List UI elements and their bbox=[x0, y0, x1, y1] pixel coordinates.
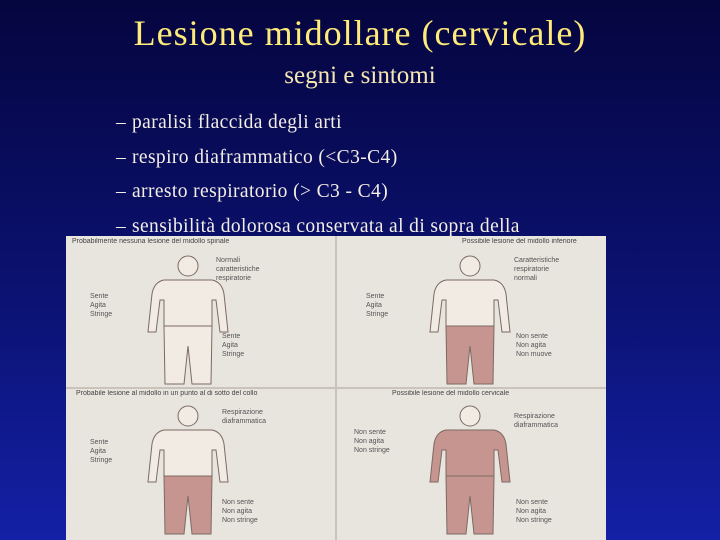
figure-head bbox=[178, 256, 198, 276]
label-line: respiratorie bbox=[216, 275, 252, 282]
legs-status-label bbox=[516, 332, 552, 359]
assessment-figure bbox=[66, 236, 606, 540]
panel-heading: Possibile lesione del midollo inferiore bbox=[462, 238, 577, 245]
legs-status-label bbox=[516, 498, 552, 525]
label-line: Agita bbox=[90, 448, 106, 455]
label-line: Agita bbox=[222, 342, 238, 349]
label-line: Normali bbox=[216, 257, 241, 264]
slide-title: Lesione midollare (cervicale) bbox=[133, 13, 587, 53]
label-line: Non agita bbox=[516, 342, 546, 349]
label-line: Agita bbox=[90, 302, 106, 309]
dash-marker: – bbox=[116, 215, 127, 237]
arms-status-label bbox=[366, 292, 388, 319]
label-line: normali bbox=[514, 275, 537, 282]
label-line: caratteristiche bbox=[216, 266, 260, 273]
figure-upper bbox=[430, 280, 510, 332]
label-line: Sente bbox=[366, 293, 385, 300]
panel-heading: Possibile lesione del midollo cervicale bbox=[392, 390, 510, 397]
panel-heading: Probabilmente nessuna lesione del midollo spinale bbox=[72, 238, 230, 245]
label-line: Sente bbox=[90, 293, 109, 300]
bullet-text: arresto respiratorio (> C3 - C4) bbox=[132, 181, 389, 202]
label-line: Respirazione bbox=[514, 413, 555, 420]
label-line: Non agita bbox=[516, 508, 546, 515]
bullet-item bbox=[116, 143, 520, 178]
label-line: Sente bbox=[90, 439, 109, 446]
figure-lower bbox=[446, 476, 494, 534]
panel-no-lesion bbox=[66, 236, 336, 388]
label-line: Stringe bbox=[366, 311, 389, 318]
figure-head bbox=[178, 406, 198, 426]
body-figure bbox=[146, 404, 230, 536]
figure-head bbox=[460, 256, 480, 276]
figure-lower bbox=[446, 326, 494, 384]
label-line: Non stringe bbox=[222, 517, 258, 524]
arms-status-label bbox=[90, 438, 112, 465]
bullet-item bbox=[116, 108, 520, 143]
bullet-list bbox=[116, 108, 520, 246]
bullet-item bbox=[116, 177, 520, 212]
label-line: Non agita bbox=[222, 508, 252, 515]
label-line: Non agita bbox=[354, 438, 384, 445]
label-line: Stringe bbox=[90, 311, 113, 318]
figure-head bbox=[460, 406, 480, 426]
bullet-text: respiro diaframmatico (<C3-C4) bbox=[132, 146, 398, 168]
panel-heading: Probabile lesione al midollo in un punto al di sotto del collo bbox=[76, 390, 258, 397]
breathing-label bbox=[514, 412, 558, 430]
breathing-label bbox=[514, 256, 559, 283]
label-line: diaframmatica bbox=[222, 418, 266, 425]
label-line: Stringe bbox=[90, 457, 113, 464]
label-line: Agita bbox=[366, 302, 382, 309]
figure-upper bbox=[148, 280, 228, 332]
label-line: Non sente bbox=[516, 333, 548, 340]
label-line: Non sente bbox=[222, 499, 254, 506]
dash-marker: – bbox=[116, 146, 127, 168]
bullet-text: sensibilità dolorosa conservata al di sopra della bbox=[132, 215, 520, 237]
arms-status-label bbox=[354, 428, 390, 455]
slide-subtitle: segni e sintomi bbox=[284, 62, 436, 89]
label-line: Non stringe bbox=[354, 447, 390, 454]
figure-lower bbox=[164, 476, 212, 534]
dash-marker: – bbox=[116, 181, 127, 202]
body-figure bbox=[428, 254, 512, 386]
label-line: Non sente bbox=[354, 429, 386, 436]
body-figure bbox=[146, 254, 230, 386]
panel-below-neck-lesion bbox=[66, 388, 336, 540]
figure-upper bbox=[430, 430, 510, 482]
figure-upper bbox=[148, 430, 228, 482]
figure-lower bbox=[164, 326, 212, 384]
label-line: respiratorie bbox=[514, 266, 550, 273]
label-line: diaframmatica bbox=[514, 422, 558, 429]
label-line: Non stringe bbox=[516, 517, 552, 524]
label-line: Respirazione bbox=[222, 409, 263, 416]
body-figure bbox=[428, 404, 512, 536]
label-line: Sente bbox=[222, 333, 241, 340]
panel-lower-lesion bbox=[336, 236, 606, 388]
label-line: Stringe bbox=[222, 351, 245, 358]
label-line: Caratteristiche bbox=[514, 257, 560, 264]
bullet-text: paralisi flaccida degli arti bbox=[132, 112, 342, 133]
label-line: Non muove bbox=[516, 351, 552, 358]
arms-status-label bbox=[90, 292, 112, 319]
label-line: Non sente bbox=[516, 499, 548, 506]
dash-marker: – bbox=[116, 112, 127, 133]
panel-cervical-lesion bbox=[336, 388, 606, 540]
